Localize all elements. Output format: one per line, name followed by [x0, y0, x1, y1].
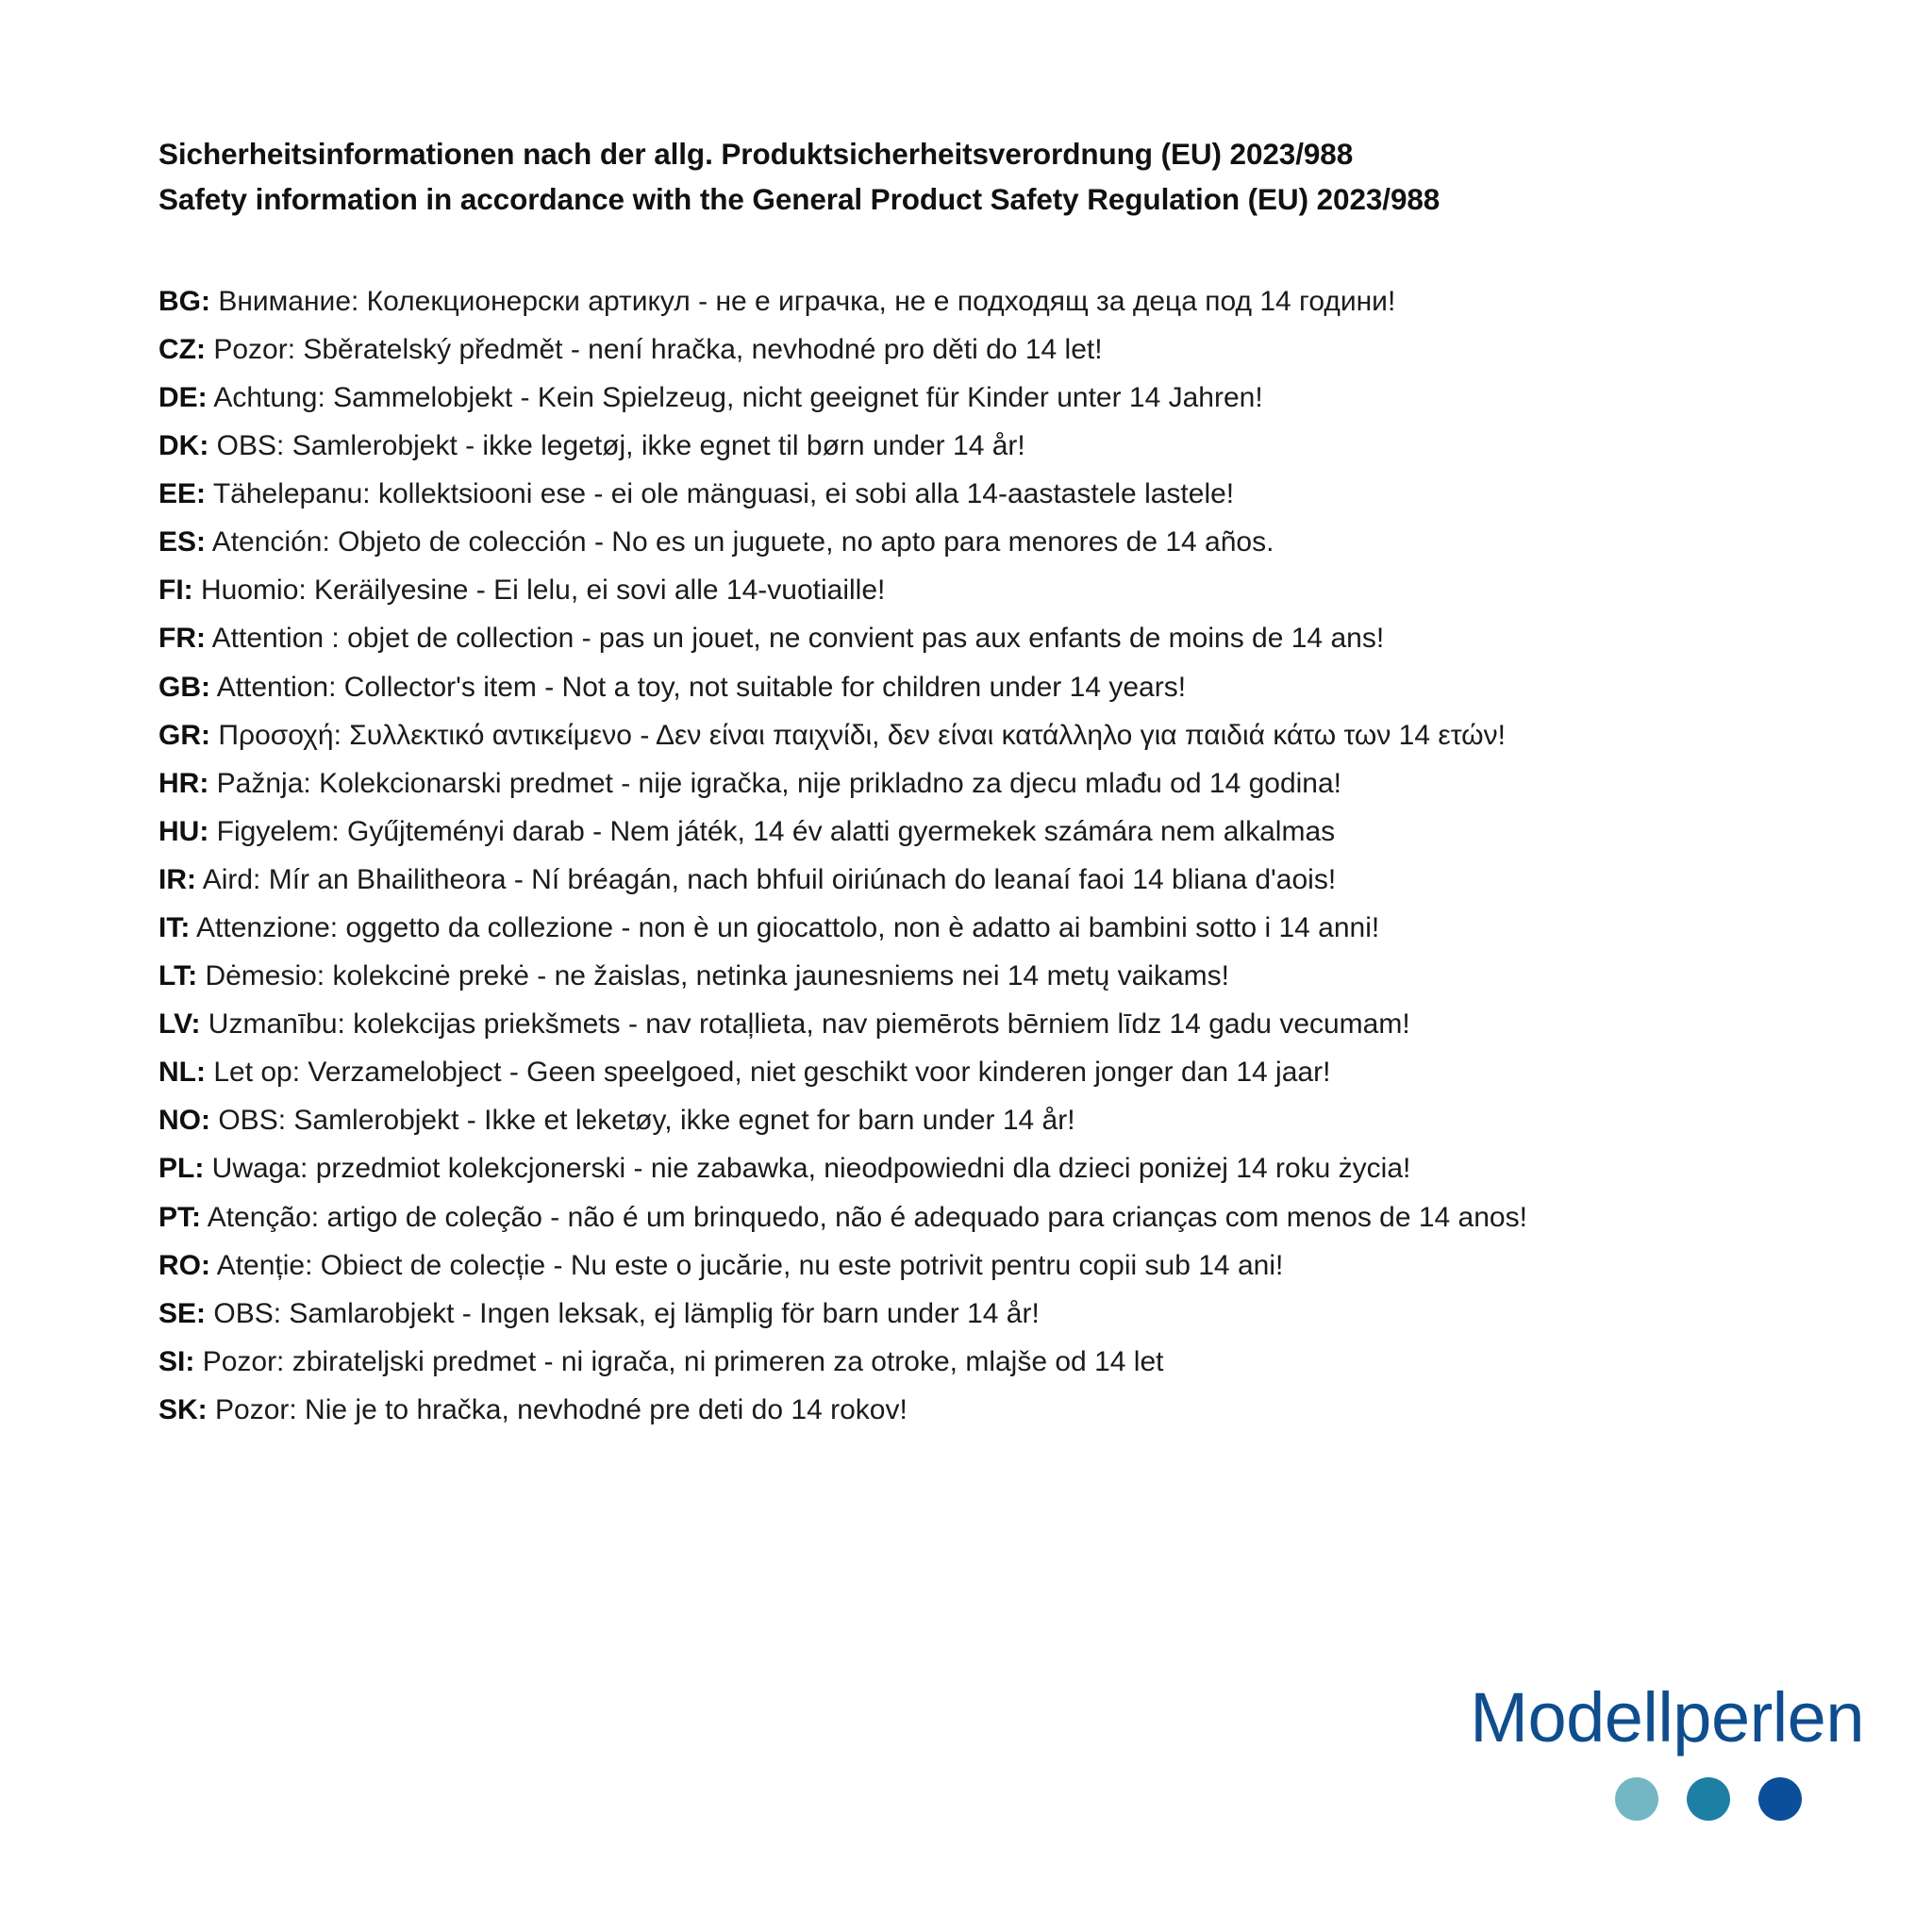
list-item — [158, 281, 1774, 323]
list-item — [158, 1197, 1774, 1239]
list-item — [158, 1293, 1774, 1335]
language-code: BG: — [158, 285, 210, 317]
language-text: OBS: Samlerobjekt - ikke legetøj, ikke egnet til børn under 14 år! — [216, 430, 1025, 462]
list-item — [158, 908, 1774, 949]
page-title-en: Safety information in accordance with the General Product Safety Regulation (EU) 2023/988 — [158, 181, 1441, 216]
language-code: RO: — [158, 1249, 210, 1281]
language-text: Let op: Verzamelobject - Geen speelgoed, niet geschikt voor kinderen jonger dan 14 jaar! — [213, 1057, 1331, 1089]
language-text: Atención: Objeto de colección - No es un juguete, no apto para menores de 14 años. — [211, 526, 1274, 558]
list-item — [158, 715, 1774, 757]
language-text: Uzmanību: kolekcijas priekšmets - nav rotaļlieta, nav piemērots bērniem līdz 14 gadu vecumam! — [208, 1008, 1410, 1041]
language-text: OBS: Samlarobjekt - Ingen leksak, ej lämplig för barn under 14 år! — [213, 1297, 1040, 1329]
logo-dot-icon — [1615, 1777, 1658, 1821]
language-code: LT: — [158, 960, 198, 992]
language-code: NL: — [158, 1057, 206, 1089]
list-item — [158, 859, 1774, 901]
list-item — [158, 1341, 1774, 1383]
language-code: ES: — [158, 526, 207, 558]
list-item — [158, 1052, 1774, 1093]
list-item — [158, 811, 1774, 853]
list-item — [158, 667, 1774, 708]
language-text: Pozor: zbirateljski predmet - ni igrača, ni primeren za otroke, mlajše od 14 let — [202, 1345, 1164, 1377]
language-code: GR: — [158, 719, 210, 751]
list-item — [158, 425, 1774, 467]
language-code: DE: — [158, 381, 208, 413]
list-item — [158, 1100, 1774, 1141]
logo-dots — [1336, 1777, 1864, 1821]
page-title-de: Sicherheitsinformationen nach der allg. Produktsicherheitsverordnung (EU) 2023/988 — [158, 137, 1354, 171]
language-text: Προσοχή: Συλλεκτικό αντικείμενο - Δεν είναι παιχνίδι, δεν είναι κατάλληλο για παιδιά κάτω των 14 ετών! — [218, 719, 1506, 751]
list-item — [158, 956, 1774, 997]
language-code: DK: — [158, 430, 209, 462]
list-item — [158, 1245, 1774, 1287]
list-item — [158, 1148, 1774, 1190]
language-code: NO: — [158, 1105, 210, 1137]
language-code: PL: — [158, 1153, 205, 1185]
language-text: Внимание: Колекционерски артикул - не е играчка, не е подходящ за деца под 14 години! — [218, 285, 1396, 317]
language-text: Attenzione: oggetto da collezione - non è un giocattolo, non è adatto ai bambini sotto i 14 anni! — [196, 911, 1380, 943]
language-text: Huomio: Keräilyesine - Ei lelu, ei sovi alle 14-vuotiaille! — [201, 575, 886, 607]
document-headings — [158, 132, 1774, 223]
brand-logo — [1336, 1678, 1864, 1821]
language-text: Attention : objet de collection - pas un jouet, ne convient pas aux enfants de moins de 14 ans! — [211, 623, 1385, 655]
list-item — [158, 1390, 1774, 1431]
language-code: PT: — [158, 1201, 201, 1233]
language-code: SK: — [158, 1393, 208, 1425]
logo-dot-icon — [1758, 1777, 1802, 1821]
language-code: EE: — [158, 478, 207, 510]
language-code: IR: — [158, 863, 196, 895]
list-item — [158, 329, 1774, 371]
language-text: Tähelepanu: kollektsiooni ese - ei ole mänguasi, ei sobi alla 14-aastastele lastele! — [212, 478, 1235, 510]
language-code: IT: — [158, 911, 191, 943]
language-code: SI: — [158, 1345, 195, 1377]
language-text: Attention: Collector's item - Not a toy, not suitable for children under 14 years! — [216, 671, 1187, 703]
list-item — [158, 618, 1774, 659]
language-code: LV: — [158, 1008, 201, 1041]
language-warning-list — [158, 281, 1774, 1431]
list-item — [158, 377, 1774, 419]
language-text: Dėmesio: kolekcinė prekė - ne žaislas, netinka jaunesniems nei 14 metų vaikams! — [205, 960, 1229, 992]
language-text: Achtung: Sammelobjekt - Kein Spielzeug, nicht geeignet für Kinder unter 14 Jahren! — [213, 381, 1263, 413]
language-text: Uwaga: przedmiot kolekcjonerski - nie zabawka, nieodpowiedni dla dzieci poniżej 14 roku życia! — [211, 1153, 1411, 1185]
language-text: Atenție: Obiect de colecție - Nu este o jucărie, nu este potrivit pentru copii sub 14 ani! — [216, 1249, 1284, 1281]
language-text: Pažnja: Kolekcionarski predmet - nije igračka, nije prikladno za djecu mlađu od 14 godina! — [216, 767, 1342, 799]
language-text: Pozor: Nie je to hračka, nevhodné pre deti do 14 rokov! — [215, 1393, 908, 1425]
list-item — [158, 474, 1774, 515]
language-code: GB: — [158, 671, 210, 703]
language-code: CZ: — [158, 333, 206, 365]
language-text: Aird: Mír an Bhailitheora - Ní bréagán, nach bhfuil oiriúnach do leanaí faoi 14 bliana d'aois! — [202, 863, 1337, 895]
language-text: Atenção: artigo de coleção - não é um brinquedo, não é adequado para crianças com menos de 14 anos! — [207, 1201, 1527, 1233]
language-code: HR: — [158, 767, 209, 799]
language-code: FI: — [158, 575, 193, 607]
language-code: SE: — [158, 1297, 207, 1329]
list-item — [158, 763, 1774, 805]
language-text: Pozor: Sběratelský předmět - není hračka, nevhodné pro děti do 14 let! — [213, 333, 1103, 365]
logo-dot-icon — [1687, 1777, 1730, 1821]
list-item — [158, 1004, 1774, 1045]
list-item — [158, 522, 1774, 563]
language-code: HU: — [158, 815, 209, 847]
language-text: Figyelem: Gyűjteményi darab - Nem játék, 14 év alatti gyermekek számára nem alkalmas — [216, 815, 1336, 847]
language-text: OBS: Samlerobjekt - Ikke et leketøy, ikke egnet for barn under 14 år! — [218, 1105, 1075, 1137]
brand-name: Modellperlen — [1470, 1678, 1864, 1757]
language-code: FR: — [158, 623, 206, 655]
list-item — [158, 570, 1774, 611]
